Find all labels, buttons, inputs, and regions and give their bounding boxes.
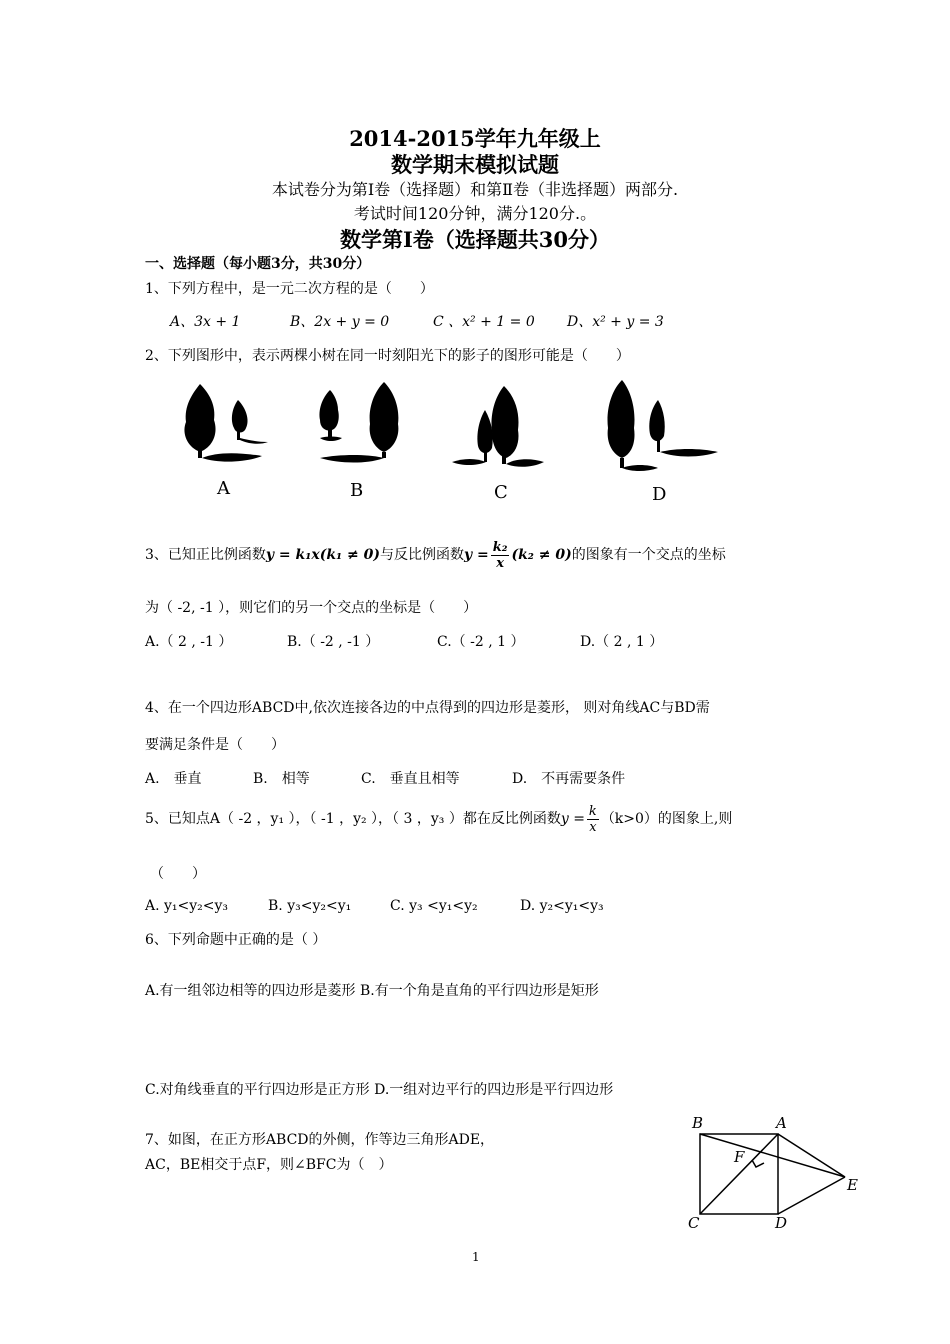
q5-stem-line-2: （ ） [150, 866, 206, 882]
tree-figure-c [452, 386, 544, 467]
q3-eq2-num: k₂ [492, 539, 508, 555]
title-line-1: 2014-2015学年九年级上 [349, 126, 601, 151]
q5-eq-left: y = [560, 811, 585, 827]
q5-stem-b: （k>0）的图象上,则 [600, 811, 733, 827]
label-d: D [775, 1214, 788, 1232]
q3-stem-a: 3、已知正比例函数 [145, 547, 266, 563]
tree-figure-d [608, 380, 718, 471]
q6-options-line-1: A.有一组邻边相等的四边形是菱形 B.有一个角是直角的平行四边形是矩形 [145, 983, 599, 999]
q6-stem: 6、下列命题中正确的是（ ） [145, 932, 327, 948]
q5-stem-line-1 [145, 799, 732, 839]
label-f: F [734, 1148, 745, 1166]
intro-line-2: 考试时间120分钟，满分120分.。 [353, 204, 597, 223]
q5-option-d: D. y₂<y₁<y₃ [520, 898, 604, 914]
q5-eq-fraction [587, 805, 599, 834]
q4-stem-line-2: 要满足条件是（ ） [145, 737, 285, 753]
part-title: 数学第Ⅰ卷（选择题共30分） [339, 227, 611, 252]
label-b: B [692, 1114, 704, 1132]
q3-stem-b: 与反比例函数 [380, 547, 465, 563]
q4-option-b: B. 相等 [253, 771, 310, 787]
q3-option-c: C.（ -2 , 1 ） [437, 634, 525, 650]
q2-label-d: D [652, 484, 667, 505]
q1-option-a: A、3x + 1 [170, 314, 241, 330]
q7-stem-line-1: 7、如图，在正方形ABCD的外侧，作等边三角形ADE， [145, 1132, 495, 1148]
q1-option-b: B、2x + y = 0 [290, 314, 390, 330]
q5-stem-a: 5、已知点A（ -2 ，y₁ ），（ -1 ，y₂ ），（ 3 ，y₃ ）都在反比例函数 [145, 811, 561, 827]
label-c: C [688, 1214, 700, 1232]
tree-figure-b [319, 382, 398, 463]
q3-stem-c: 的图象有一个交点的坐标 [571, 547, 726, 563]
q5-eq-den: x [589, 819, 597, 835]
q1-option-d: D、x² + y = 3 [567, 314, 664, 330]
q3-eq2-fraction [491, 541, 510, 570]
q5-option-a: A. y₁<y₂<y₃ [145, 898, 229, 914]
page-number: 1 [472, 1250, 480, 1264]
q6-options-line-2: C.对角线垂直的平行四边形是正方形 D.一组对边平行的四边形是平行四边形 [145, 1082, 614, 1098]
section-heading: 一、选择题（每小题3分，共30分） [145, 256, 371, 272]
angle-mark [752, 1160, 764, 1167]
intro-line-1: 本试卷分为第Ⅰ卷（选择题）和第Ⅱ卷（非选择题）两部分. [271, 180, 679, 199]
q3-eq2-right: (k₂ ≠ 0) [511, 547, 572, 563]
segment-ae [778, 1134, 845, 1177]
q3-option-d: D.（ 2 , 1 ） [580, 634, 664, 650]
q5-option-c: C. y₃ <y₁<y₂ [390, 898, 478, 914]
q3-eq2-den: x [496, 555, 504, 571]
label-e: E [847, 1176, 858, 1194]
q7-stem-line-2: AC，BE相交于点F，则∠BFC为（ ） [145, 1157, 393, 1173]
q3-eq1: y = k₁x(k₁ ≠ 0) [265, 547, 381, 563]
q4-option-c: C. 垂直且相等 [361, 771, 460, 787]
q3-option-b: B.（ -2 , -1 ） [287, 634, 380, 650]
q2-figure [170, 372, 730, 507]
label-a: A [776, 1114, 787, 1132]
tree-figure-a [184, 384, 268, 462]
title-line-2: 数学期末模拟试题 [391, 152, 559, 177]
q4-option-a: A. 垂直 [145, 771, 202, 787]
q3-stem-line-2: 为（ -2, -1 ），则它们的另一个交点的坐标是（ ） [145, 600, 478, 616]
segment-de [778, 1177, 845, 1214]
q2-label-b: B [350, 480, 364, 501]
q5-eq-num: k [588, 803, 597, 819]
q4-stem-line-1: 4、在一个四边形ABCD中,依次连接各边的中点得到的四边形是菱形， 则对角线AC与BD需 [145, 700, 710, 716]
q1-stem: 1、下列方程中，是一元二次方程的是（ ） [145, 281, 434, 297]
q4-option-d: D. 不再需要条件 [512, 771, 626, 787]
q3-option-a: A.（ 2 , -1 ） [145, 634, 233, 650]
q3-eq2-left: y = [464, 547, 489, 563]
q1-option-c: C 、x² + 1 = 0 [433, 314, 535, 330]
q3-stem-line-1 [145, 537, 726, 573]
q5-option-b: B. y₃<y₂<y₁ [268, 898, 352, 914]
q2-stem: 2、下列图形中，表示两棵小树在同一时刻阳光下的影子的图形可能是（ ） [145, 348, 630, 364]
q2-label-c: C [494, 482, 508, 503]
q2-label-a: A [217, 478, 230, 499]
